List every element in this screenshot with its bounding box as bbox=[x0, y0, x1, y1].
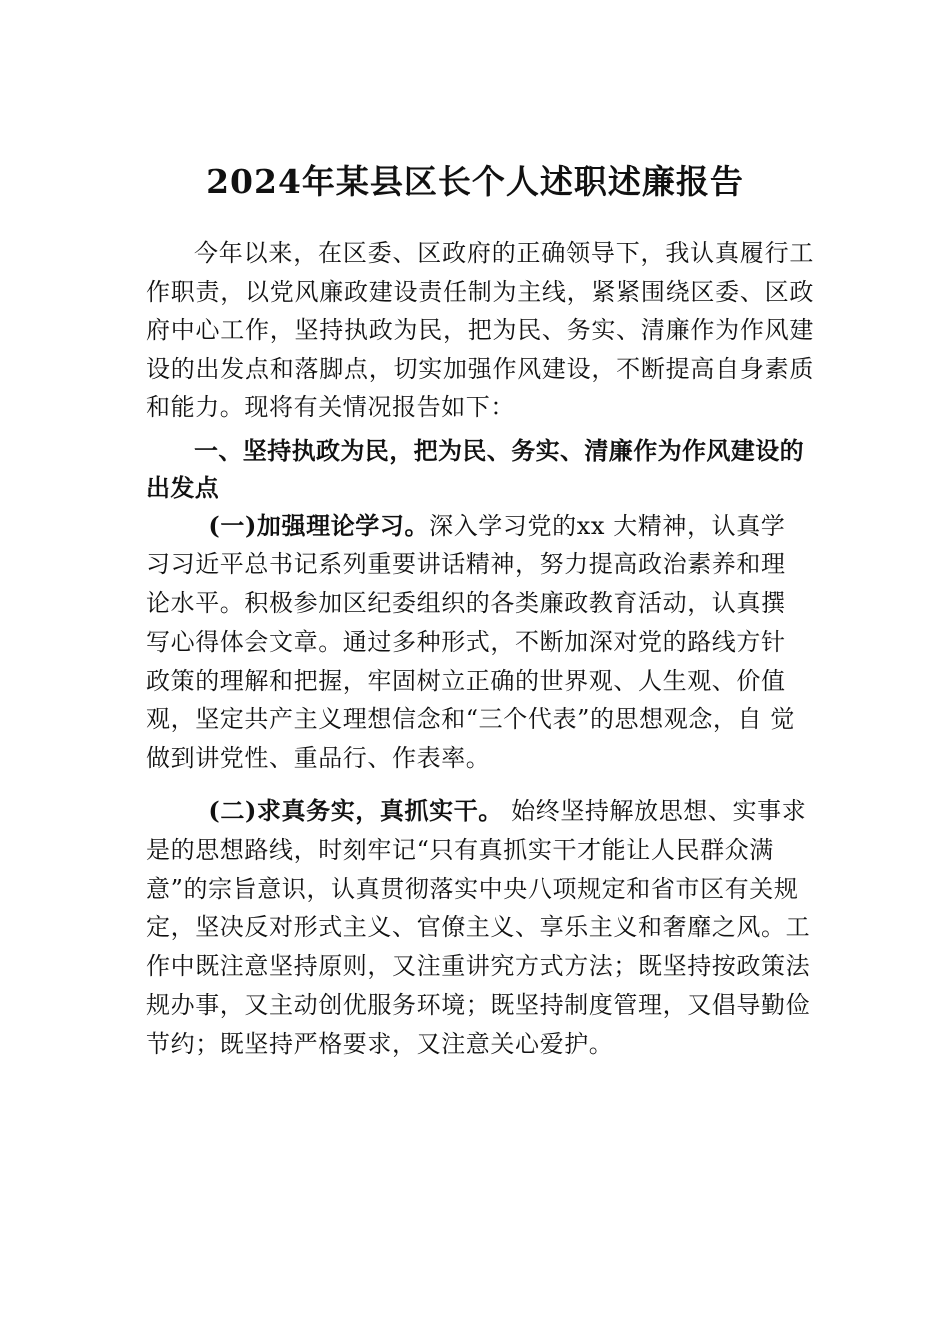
document-body bbox=[146, 234, 814, 1064]
subsection-2 bbox=[146, 792, 814, 1064]
subsection-1-lead: (一)加强理论学习。 bbox=[208, 510, 430, 540]
subsection-2-text: 始终坚持解放思想、实事求是的思想路线，时刻牢记“只有真抓实干才能让人民群众满意”的宗旨意识，认真贯彻落实中央八项规定和省市区有关规定，坚决反对形式主义、官僚主义、享乐主义和奢靡之风。工作中既注意坚持原则，又注重讲究方式方法；既坚持按政策法规办事，又主动创优服务环境；既坚持制度管理，又倡导勤俭节约；既坚持严格要求，又注意关心爱护。 bbox=[146, 797, 811, 1058]
document-title: 2024年某县区长个人述职述廉报告 bbox=[206, 162, 744, 201]
subsection-1 bbox=[146, 507, 814, 779]
subsection-1-text: 深入学习党的xx 大精神，认真学 习习近平总书记系列重要讲话精神，努力提高政治素养和理 论水平。积极参加区纪委组织的各类廉政教育活动，认真撰 写心得体会文章。通过多种形式，不断加深对党的路线方针 政策的理解和把握，牢固树立正确的世界观、人生观、价值 观，坚定共产主义理想信念和“三个代表”的思想观念，自 觉做到讲党性、重品行、作表率。 bbox=[146, 511, 795, 773]
subsection-2-lead: (二)求真务实，真抓实干。 bbox=[208, 796, 503, 826]
section-heading-1: 一、坚持执政为民，把为民、务实、清廉作为作风建设的出发点 bbox=[146, 436, 804, 502]
intro-paragraph: 今年以来，在区委、区政府的正确领导下，我认真履行工作职责，以党风廉政建设责任制为主线，紧紧围绕区委、区政府中心工作，坚持执政为民，把为民、务实、清廉作为作风建设的出发点和落脚点，切实加强作风建设，不断提高自身素质和能力。现将有关情况报告如下： bbox=[146, 239, 814, 421]
